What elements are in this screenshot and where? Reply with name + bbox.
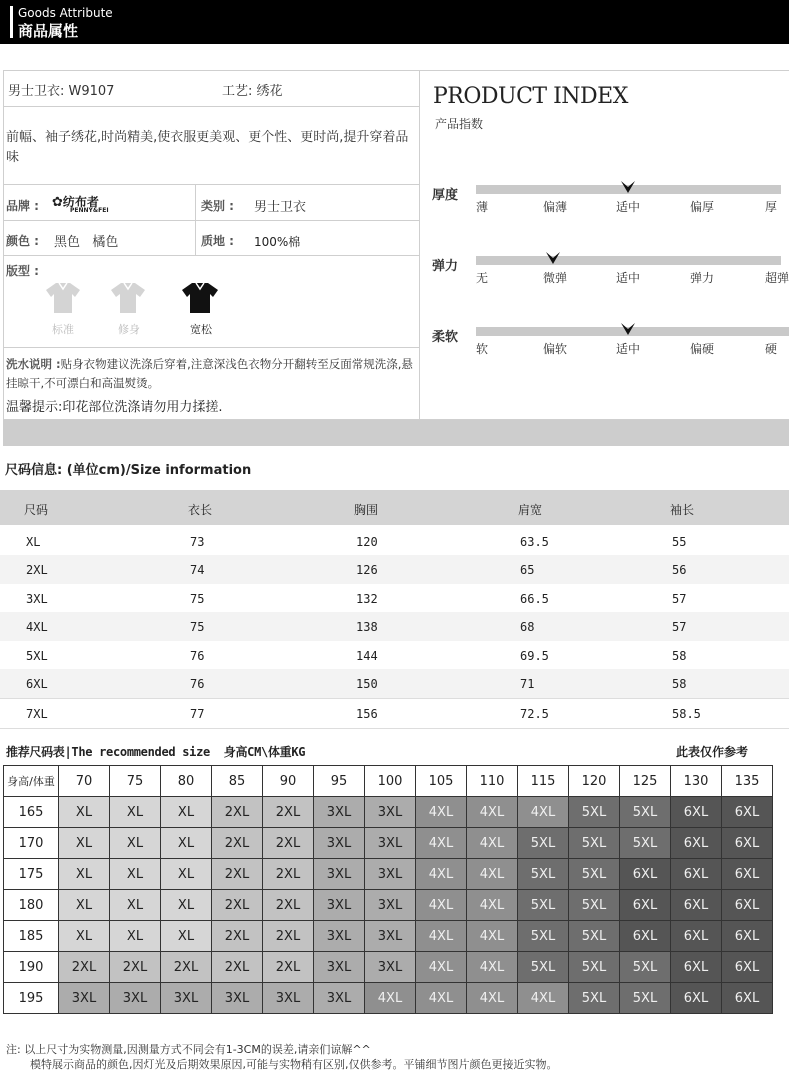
recommend-size-cell: 6XL [722,890,773,921]
recommend-size-cell: 3XL [59,983,110,1014]
table-row [4,952,773,983]
recommend-size-cell: 6XL [620,921,671,952]
recommend-size-cell: 5XL [569,983,620,1014]
recommend-size-cell: 6XL [671,952,722,983]
recommend-size-cell: 4XL [467,828,518,859]
recommend-size-cell: 2XL [212,921,263,952]
index-tick-label: 超弹 [765,271,789,285]
table-row [0,527,789,556]
recommend-size-cell: XL [59,890,110,921]
recommend-size-cell: 4XL [467,952,518,983]
table-row [0,641,789,670]
color-label: 颜色 : [6,234,39,248]
recommend-size-cell: 6XL [722,859,773,890]
recommend-height-cell: 175 [4,859,59,890]
header-accent-bar [10,6,13,38]
size-cell: 69.5 [520,649,549,663]
recommend-weight-cell: 85 [212,766,263,797]
recommend-size-cell: XL [110,859,161,890]
recommend-size-cell: 2XL [263,828,314,859]
index-tick-label: 适中 [616,342,641,356]
index-tick-label: 微弹 [543,271,568,285]
recommend-size-cell: 5XL [518,890,569,921]
index-scale-track [476,256,781,265]
recommend-size-cell: 3XL [314,859,365,890]
recommend-height-cell: 195 [4,983,59,1014]
recommend-size-cell: 2XL [263,921,314,952]
size-cell: 126 [356,563,378,577]
size-cell: 68 [520,620,535,634]
recommend-size-cell: 6XL [620,890,671,921]
recommend-size-cell: 6XL [722,797,773,828]
index-tick-label: 厚 [765,200,778,214]
recommend-size-cell: 5XL [569,952,620,983]
recommend-size-cell: XL [110,890,161,921]
size-cell: 138 [356,620,378,634]
recommend-size-cell: 4XL [467,921,518,952]
recommend-size-cell: 2XL [212,952,263,983]
recommend-size-cell: 3XL [314,890,365,921]
size-cell: 56 [672,563,687,577]
recommend-size-cell: 3XL [365,890,416,921]
recommend-size-cell: 3XL [365,921,416,952]
recommend-size-cell: 2XL [212,828,263,859]
recommend-size-cell: XL [59,828,110,859]
wash-instructions: 洗水说明 :贴身衣物建议洗涤后穿着,注意深浅色衣物分开翻转至反面常规洗涤,悬挂晾干,不可漂白和高温熨烫。 [6,357,413,390]
fit-label: 版型 : [6,264,39,278]
size-cell: 76 [190,677,205,691]
recommend-weight-cell: 90 [263,766,314,797]
recommend-size-cell: 6XL [671,797,722,828]
recommend-size-cell: 5XL [569,890,620,921]
recommend-size-cell: 5XL [620,797,671,828]
recommend-size-cell: 5XL [569,828,620,859]
shirt-standard-icon [44,281,82,315]
recommend-size-cell: 4XL [518,797,569,828]
index-tick-label: 适中 [616,200,641,214]
recommend-size-cell: 4XL [416,797,467,828]
recommend-size-cell: XL [161,797,212,828]
material-label: 质地 : [201,234,234,248]
index-tick-label: 无 [476,271,489,285]
divider [3,106,419,107]
index-level-marker-icon [545,251,561,265]
recommend-size-cell: XL [161,828,212,859]
divider [3,184,419,185]
recommend-size-cell: 2XL [161,952,212,983]
recommend-size-cell: 5XL [518,921,569,952]
recommend-size-cell: 4XL [467,797,518,828]
shirt-loose-icon [181,281,219,315]
recommend-weight-cell: 75 [110,766,161,797]
recommend-size-cell: 6XL [671,828,722,859]
recommend-size-cell: XL [59,797,110,828]
recommend-size-cell: 6XL [671,921,722,952]
recommend-size-cell: 6XL [671,859,722,890]
recommend-height-cell: 165 [4,797,59,828]
table-row [4,828,773,859]
recommend-weight-cell: 135 [722,766,773,797]
size-header-cell: 胸围 [354,503,379,517]
recommend-size-cell: 3XL [212,983,263,1014]
recommend-size-cell: 4XL [467,859,518,890]
recommend-size-cell: 3XL [314,952,365,983]
divider [419,70,420,419]
header-title-en: Goods Attribute [18,6,113,20]
recommend-height-cell: 170 [4,828,59,859]
size-cell: 7XL [26,707,48,721]
recommend-size-cell: 2XL [212,859,263,890]
recommend-size-cell: 4XL [416,859,467,890]
recommend-size-cell: 4XL [416,921,467,952]
index-scale-label: 弹力 [432,259,459,274]
recommend-size-cell: 5XL [569,797,620,828]
product-name: 男士卫衣: W9107 [8,84,115,99]
index-tick-label: 偏薄 [543,200,568,214]
fit-option-loose: 宽松 [190,323,212,336]
size-info-title: 尺码信息: (单位cm)/Size information [5,463,252,478]
recommend-size-cell: 6XL [671,890,722,921]
fit-option-standard: 标准 [52,323,74,336]
index-tick-label: 偏软 [543,342,568,356]
recommend-size-cell: 4XL [467,890,518,921]
size-cell: 77 [190,707,205,721]
size-cell: 4XL [26,620,48,634]
recommend-weight-cell: 130 [671,766,722,797]
size-table-header-row [0,493,789,522]
recommend-size-cell: 3XL [161,983,212,1014]
size-cell: 66.5 [520,592,549,606]
index-title: PRODUCT INDEX [433,84,628,109]
size-cell: 71 [520,677,535,691]
recommend-size-cell: 3XL [314,983,365,1014]
recommend-weight-cell: 80 [161,766,212,797]
recommend-weight-cell: 70 [59,766,110,797]
index-tick-label: 偏硬 [690,342,715,356]
recommend-size-cell: 5XL [518,859,569,890]
recommend-size-cell: 2XL [263,797,314,828]
size-cell: 6XL [26,677,48,691]
size-header-cell: 袖长 [670,503,695,517]
index-tick-label: 硬 [765,342,778,356]
recommend-size-cell: 2XL [110,952,161,983]
recommend-size-cell: 3XL [263,983,314,1014]
separator-band [3,420,789,446]
product-craft: 工艺: 绣花 [222,84,283,99]
header-title-cn: 商品属性 [18,22,79,40]
recommend-size-cell: 2XL [212,890,263,921]
recommend-weight-cell: 105 [416,766,467,797]
recommend-size-cell: 3XL [314,797,365,828]
index-tick-label: 软 [476,342,489,356]
brand-logo-icon: ✿ [52,195,63,210]
size-cell: 73 [190,535,205,549]
recommend-size-cell: XL [161,890,212,921]
recommend-corner-cell: 身高/体重 [4,766,59,797]
recommend-weight-cell: 110 [467,766,518,797]
recommend-size-cell: 4XL [416,828,467,859]
recommend-size-cell: XL [110,828,161,859]
recommend-size-cell: 6XL [722,983,773,1014]
category-value: 男士卫衣 [254,200,307,215]
size-header-cell: 衣长 [188,503,213,517]
recommend-size-cell: 2XL [263,859,314,890]
size-cell: 75 [190,620,205,634]
shirt-slim-icon [109,281,147,315]
recommend-size-cell: XL [161,921,212,952]
category-label: 类别 : [201,199,234,213]
material-value: 100%棉 [254,235,301,249]
recommend-size-cell: 3XL [365,859,416,890]
care-tip: 温馨提示:印花部位洗涤请勿用力揉搓. [6,400,223,415]
table-row [0,698,789,729]
divider [3,347,419,348]
recommend-size-cell: 6XL [722,828,773,859]
divider [3,70,419,71]
recommend-size-cell: 3XL [314,921,365,952]
recommend-size-cell: 5XL [569,859,620,890]
divider [3,255,419,256]
recommend-size-cell: XL [161,859,212,890]
recommend-size-cell: 2XL [59,952,110,983]
recommend-size-cell: 4XL [467,983,518,1014]
recommend-size-cell: 5XL [518,828,569,859]
recommend-size-cell: 5XL [620,952,671,983]
note-line-2: 模特展示商品的颜色,因灯光及后期效果原因,可能与实物稍有区别,仅供参考。平铺细节图片颜色更接近实物。 [30,1058,558,1071]
size-cell: 3XL [26,592,48,606]
size-cell: 57 [672,592,687,606]
recommend-weight-cell: 115 [518,766,569,797]
recommend-size-cell: 6XL [722,952,773,983]
product-description: 前幅、袖子绣花,时尚精美,使衣服更美观、更个性、更时尚,提升穿着品味 [6,130,409,165]
index-level-marker-icon [620,180,636,194]
recommend-size-cell: 3XL [314,828,365,859]
index-subtitle: 产品指数 [435,117,484,131]
recommend-weight-cell: 100 [365,766,416,797]
size-cell: 75 [190,592,205,606]
recommend-size-cell: 5XL [569,921,620,952]
size-cell: 55 [672,535,687,549]
recommend-height-cell: 185 [4,921,59,952]
table-row [4,797,773,828]
divider [3,70,4,419]
recommend-size-cell: 3XL [110,983,161,1014]
table-row [0,584,789,613]
recommend-size-cell: XL [110,797,161,828]
size-cell: 63.5 [520,535,549,549]
recommend-size-cell: 4XL [518,983,569,1014]
size-cell: 58 [672,649,687,663]
index-tick-label: 适中 [616,271,641,285]
index-scale-label: 柔软 [432,330,459,345]
color-value: 黑色 橘色 [54,235,119,250]
size-header-cell: 尺码 [24,503,49,517]
recommend-size-cell: 5XL [620,828,671,859]
fit-option-slim: 修身 [118,323,140,336]
size-cell: 58 [672,677,687,691]
size-cell: 2XL [26,563,48,577]
table-row [4,859,773,890]
recommend-size-cell: 2XL [263,952,314,983]
recommend-header-row [4,766,773,797]
recommend-size-cell: 2XL [212,797,263,828]
recommend-height-cell: 180 [4,890,59,921]
size-cell: 156 [356,707,378,721]
size-cell: 120 [356,535,378,549]
size-cell: 76 [190,649,205,663]
recommend-weight-cell: 95 [314,766,365,797]
brand-label: 品牌 : [6,199,39,213]
recommend-size-cell: 6XL [671,983,722,1014]
size-cell: 74 [190,563,205,577]
recommend-size-cell: 4XL [416,890,467,921]
table-row [0,612,789,641]
recommend-weight-cell: 120 [569,766,620,797]
recommend-size-cell: 5XL [518,952,569,983]
recommend-size-cell: 4XL [416,983,467,1014]
size-cell: 58.5 [672,707,701,721]
table-row [4,983,773,1014]
recommend-size-cell: 6XL [722,921,773,952]
recommend-size-cell: XL [59,859,110,890]
recommend-size-cell: XL [110,921,161,952]
recommend-height-cell: 190 [4,952,59,983]
table-row [4,921,773,952]
size-cell: 150 [356,677,378,691]
recommend-size-cell: 5XL [620,983,671,1014]
recommend-size-cell: XL [59,921,110,952]
size-cell: 132 [356,592,378,606]
section-header [0,0,789,44]
recommend-size-cell: 3XL [365,828,416,859]
divider [3,220,419,221]
size-cell: 5XL [26,649,48,663]
table-row [0,555,789,584]
brand-logo: ✿纺布者 PENNY&FEI [52,195,109,214]
recommend-size-cell: 3XL [365,797,416,828]
index-tick-label: 弹力 [690,271,715,285]
recommend-size-cell: 4XL [416,952,467,983]
recommend-size-cell: 6XL [620,859,671,890]
recommend-table [3,765,773,1014]
size-cell: 57 [672,620,687,634]
recommend-weight-cell: 125 [620,766,671,797]
divider [419,70,789,71]
recommend-size-cell: 4XL [365,983,416,1014]
recommend-title: 推荐尺码表|The recommended size 身高CM\体重KG [6,745,306,759]
size-cell: 65 [520,563,535,577]
index-tick-label: 薄 [476,200,489,214]
index-scale-label: 厚度 [432,188,459,203]
recommend-size-cell: 2XL [263,890,314,921]
divider [195,184,196,255]
table-row [4,890,773,921]
table-row [0,669,789,698]
recommend-size-cell: 3XL [365,952,416,983]
size-cell: 144 [356,649,378,663]
size-header-cell: 肩宽 [518,503,543,517]
index-level-marker-icon [620,322,636,336]
recommend-ref-note: 此表仅作参考 [676,745,749,759]
note-line-1: 注: 以上尺寸为实物测量,因测量方式不同会有1-3CM的误差,请亲们谅解^^ [6,1043,371,1056]
size-cell: 72.5 [520,707,549,721]
size-cell: XL [26,535,41,549]
index-tick-label: 偏厚 [690,200,715,214]
